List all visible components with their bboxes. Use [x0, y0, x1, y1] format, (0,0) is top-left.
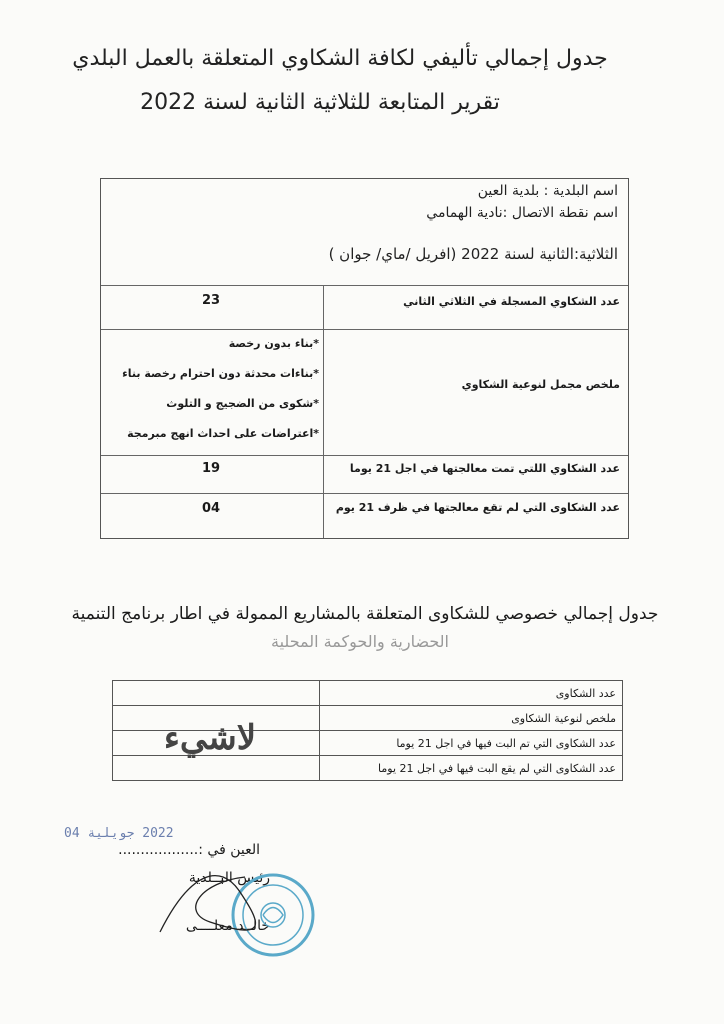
row-label: ملخص لنوعية الشكاوى — [320, 706, 623, 731]
summary-item: *بناء بدون رخصة — [228, 337, 319, 350]
summary-item: *اعتراضات على احداث انهج مبرمجة — [127, 427, 319, 440]
table-row — [113, 756, 623, 781]
page-title: جدول إجمالي تأليفي لكافة الشكاوي المتعلقة بالعمل البلدي — [72, 46, 608, 71]
processed-count-value: 19 — [201, 461, 221, 476]
municipality-name: اسم البلدية : بلدية العين — [477, 183, 618, 199]
row-label: عدد الشكاوى التي تم البت فيها في اجل 21 يوما — [320, 731, 623, 756]
column-divider — [323, 285, 324, 538]
section2-title-line2: الحضارية والحوكمة المحلية — [270, 632, 449, 651]
page-subtitle: تقرير المتابعة للثلاثية الثانية لسنة 2022 — [140, 90, 500, 115]
row-label: عدد الشكاوى التي لم يقع البت فيها في اجل 21 يوما — [320, 756, 623, 781]
reporting-period: الثلاثية:الثانية لسنة 2022 (افريل /ماي/ جوان ) — [328, 245, 618, 263]
table-row — [113, 681, 623, 706]
place-date: العين في :.................. — [118, 842, 260, 858]
contact-person: اسم نقطة الاتصال :نادية الهمامي — [426, 205, 618, 221]
summary-list — [101, 337, 323, 447]
summary-item: *بناءات محدثة دون احترام رخصة بناء — [122, 367, 319, 380]
row-label: عدد الشكاوى — [320, 681, 623, 706]
registered-count-label: عدد الشكاوي المسجلة في الثلاثي الثاني — [403, 295, 620, 308]
signature-icon — [150, 852, 290, 952]
unprocessed-count-label: عدد الشكاوى التي لم تقع معالجتها في ظرف 21 يوم — [335, 501, 620, 514]
divider — [101, 285, 628, 286]
registered-count-value: 23 — [201, 293, 221, 308]
complaints-summary-table — [100, 178, 629, 539]
date-stamp: 2022 جويلية 04 — [64, 826, 174, 841]
summary-label: ملخص مجمل لنوعية الشكاوي — [461, 378, 620, 391]
section2-title: جدول إجمالي خصوصي للشكاوى المتعلقة بالمشاريع الممولة في اطار برنامج التنمية — [71, 604, 659, 624]
divider — [101, 455, 628, 456]
summary-item: *شكوى من الضجيج و التلوث — [166, 397, 319, 410]
mayor-title: رئيس البــلدية — [188, 870, 270, 886]
divider — [101, 329, 628, 330]
nothing-stamp: لاشيء — [163, 718, 257, 758]
unprocessed-count-value: 04 — [201, 501, 221, 516]
processed-count-label: عدد الشكاوي اللتي تمت معالجتها في اجل 21 يوما — [349, 462, 620, 475]
mayor-name: خالــد معلــــى — [185, 918, 270, 934]
divider — [101, 493, 628, 494]
